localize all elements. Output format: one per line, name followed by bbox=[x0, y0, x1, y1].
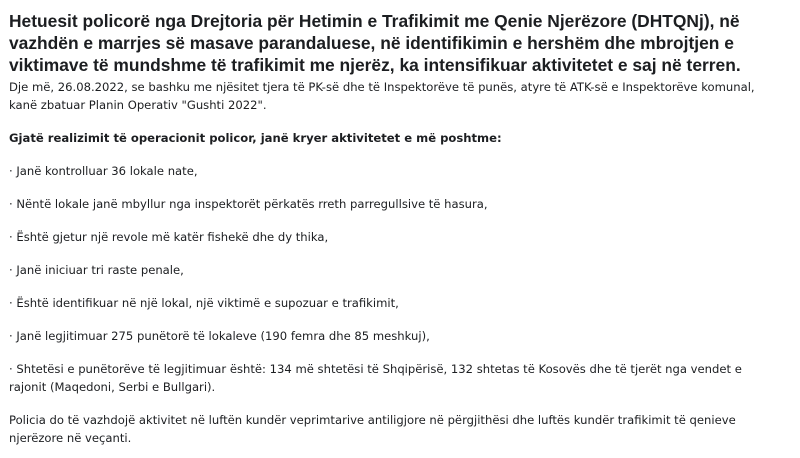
list-item: · Janë iniciuar tri raste penale, bbox=[9, 263, 184, 277]
list-item: · Janë kontrolluar 36 lokale nate, bbox=[9, 164, 198, 178]
list-item: · Është identifikuar në një lokal, një viktimë e supozuar e trafikimit, bbox=[9, 296, 399, 310]
list-item: · Janë legjitimuar 275 punëtorë të lokaleve (190 femra dhe 85 meshkuj), bbox=[9, 329, 430, 343]
list-item: · Nëntë lokale janë mbyllur nga inspektorët përkatës rreth parregullsive të hasura, bbox=[9, 197, 488, 211]
intro-paragraph: Dje më, 26.08.2022, se bashku me njësitet tjera të PK-së dhe të Inspektorëve të punës, atyre të ATK-së e Inspektorëve komunal, kanë zbatuar Planin Operativ "Gushti 2022". bbox=[9, 80, 755, 112]
section-heading: Gjatë realizimit të operacionit policor, janë kryer aktivitetet e më poshtme: bbox=[9, 131, 502, 145]
list-item: · Shtetësi e punëtorëve të legjitimuar është: 134 më shtetësi të Shqipërisë, 132 shtetas të Kosovës dhe të tjerët nga vendet e rajonit (Maqedoni, Serbi e Bullgari). bbox=[9, 362, 742, 394]
activities-list bbox=[9, 162, 800, 396]
list-item: · Është gjetur një revole më katër fishekë dhe dy thika, bbox=[9, 230, 329, 244]
closing-paragraph: Policia do të vazhdojë aktivitet në luftën kundër veprimtarive antiligjore në përgjithësi dhe luftës kundër trafikimit të qenieve njerëzore në veçanti. bbox=[9, 413, 736, 445]
post-headline: Hetuesit policorë nga Drejtoria për Hetimin e Trafikimit me Qenie Njerëzore (DHTQNj), në vazhdën e marrjes së masave parandaluese, në identifikimin e hershëm dhe mbrojtjen e viktimave të mundshme të trafikimit me njerëz, ka intensifikuar aktivitetet e saj në terren. bbox=[9, 11, 741, 75]
